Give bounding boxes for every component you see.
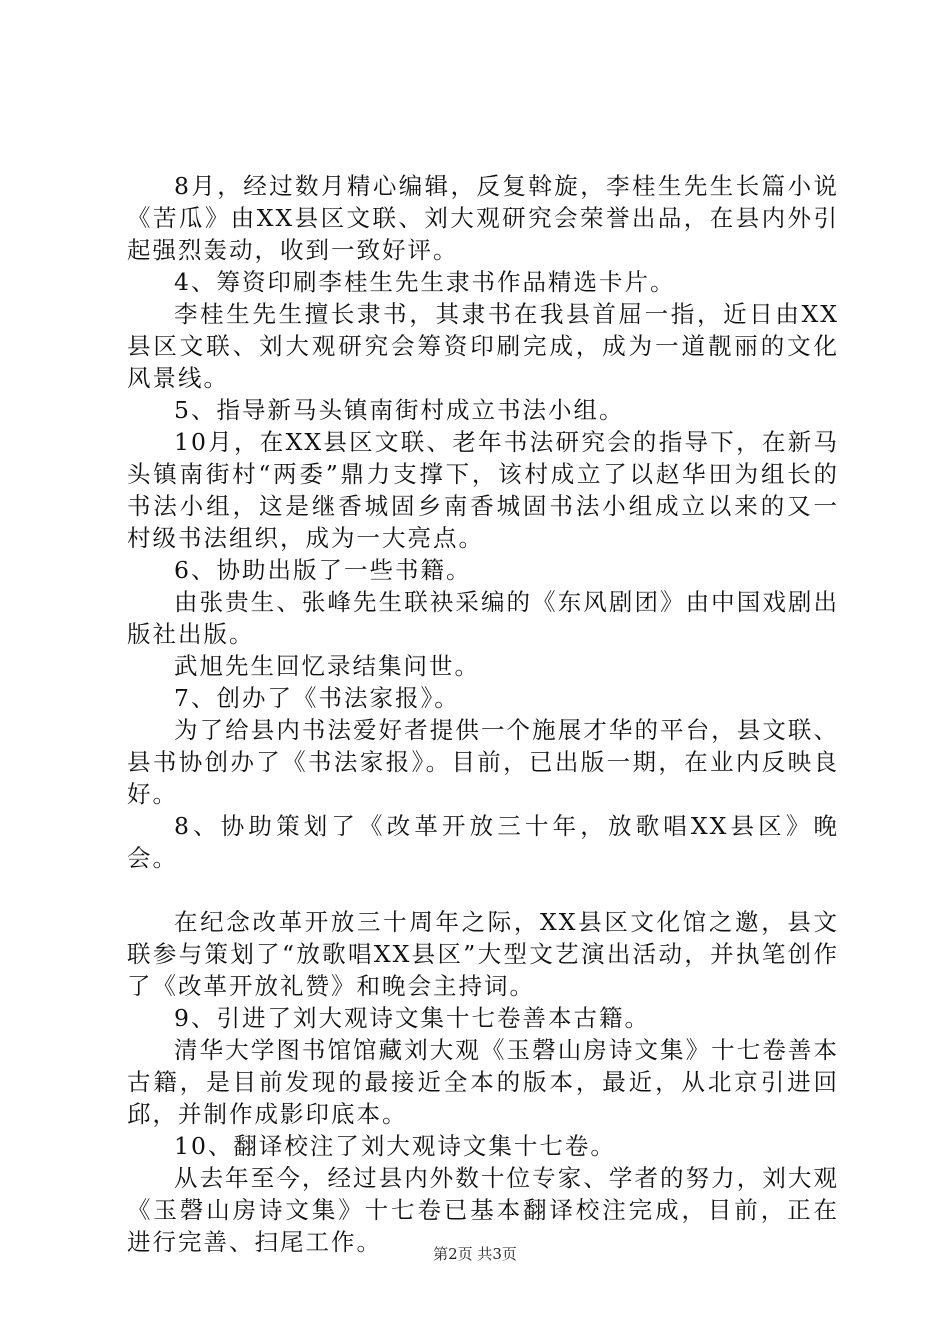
document-body: [127, 170, 839, 1258]
heading-item-6: 6、协助出版了一些书籍。: [174, 556, 472, 584]
heading-item-10: 10、翻译校注了刘大观诗文集十七卷。: [174, 1132, 616, 1160]
page-number-footer: 第2页 共3页: [433, 1245, 517, 1263]
paragraph-calligrapher-newspaper: 为了给县内书法爱好者提供一个施展才华的平台，县文联、县书协创办了《书法家报》。目前，已出版一期，在业内反映良好。: [127, 716, 839, 808]
heading-item-8: 8、协助策划了《改革开放三十年，放歌唱XX县区》晚会。: [127, 812, 839, 872]
paragraph-novel-kugua: 8月，经过数月精心编辑，反复斡旋，李桂生先生长篇小说《苦瓜》由XX县区文联、刘大观研究会荣誉出品，在县内外引起强烈轰动，收到一致好评。: [127, 172, 839, 264]
paragraph-dongfeng-troupe: 由张贵生、张峰先生联袂采编的《东风剧团》由中国戏剧出版社出版。: [127, 588, 839, 648]
paragraph-calligraphy-group: 10月，在XX县区文联、老年书法研究会的指导下，在新马头镇南街村“两委”鼎力支撑下，该村成立了以赵华田为组长的书法小组，这是继香城固乡南香城固书法小组成立以来的又一村级书法组织，成为一大亮点。: [127, 428, 839, 552]
heading-item-7: 7、创办了《书法家报》。: [174, 684, 460, 712]
heading-item-4: 4、筹资印刷李桂生先生隶书作品精选卡片。: [174, 268, 676, 296]
paragraph-ancient-book: 清华大学图书馆馆藏刘大观《玉磬山房诗文集》十七卷善本古籍，是目前发现的最接近全本的版本，最近，从北京引进回邱，并制作成影印底本。: [127, 1036, 839, 1128]
heading-item-9: 9、引进了刘大观诗文集十七卷善本古籍。: [174, 1004, 650, 1032]
paragraph-calligraphy-cards: 李桂生先生擅长隶书，其隶书在我县首屈一指，近日由XX县区文联、刘大观研究会筹资印刷完成，成为一道靓丽的文化风景线。: [127, 300, 839, 392]
paragraph-memoir: 武旭先生回忆录结集问世。: [174, 652, 480, 680]
heading-item-5: 5、指导新马头镇南街村成立书法小组。: [174, 396, 625, 424]
paragraph-reform-gala: 在纪念改革开放三十周年之际，XX县区文化馆之邀，县文联参与策划了“放歌唱XX县区”大型文艺演出活动，并执笔创作了《改革开放礼赞》和晚会主持词。: [127, 908, 839, 1000]
paragraph-annotation-work: 从去年至今，经过县内外数十位专家、学者的努力，刘大观《玉磬山房诗文集》十七卷已基本翻译校注完成，目前，正在进行完善、扫尾工作。: [127, 1164, 839, 1256]
